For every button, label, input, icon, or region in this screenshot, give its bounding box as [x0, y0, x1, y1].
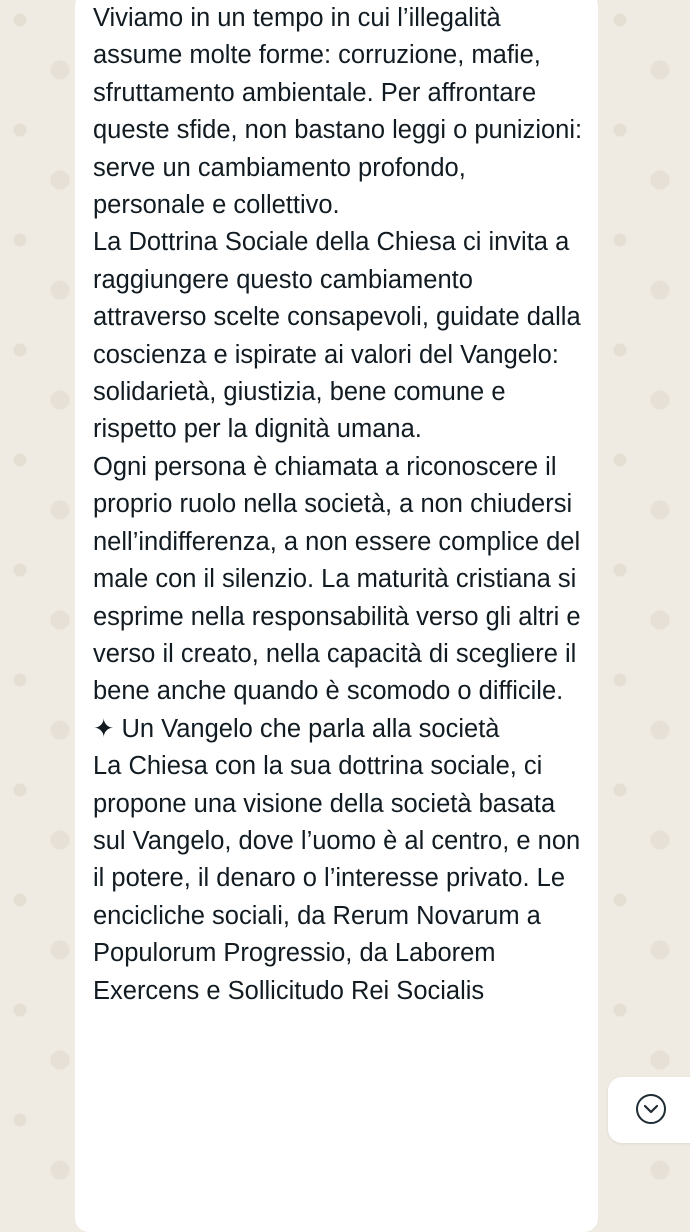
scroll-to-bottom-button[interactable] — [608, 1077, 690, 1143]
chevron-down-circle-icon — [636, 1094, 666, 1124]
message-bubble[interactable] — [75, 0, 598, 1232]
message-text: Viviamo in un tempo in cui l’illegalità assume molte forme: corruzione, mafie, sfruttamento ambientale. Per affrontare queste sfide, non bastano leggi o punizioni: serve un cambiamento profondo, personale e collettivo. La Dottrina Sociale della Chiesa ci invita a raggiungere questo cambiamento attraverso scelte consapevoli, guidate dalla coscienza e ispirate ai valori del Vangelo: solidarietà, giustizia, bene comune e rispetto per la dignità umana. Ogni persona è chiamata a riconoscere il proprio ruolo nella società, a non chiudersi nell’indifferenza, a non essere complice del male con il silenzio. La maturità cristiana si esprime nella responsabilità verso gli altri e verso il creato, nella capacità di scegliere il bene anche quando è scomodo o difficile. ✦ Un Vangelo che parla alla società La Chiesa con la sua dottrina sociale, ci propone una visione della società basata sul Vangelo, dove l’uomo è al centro, e non il potere, il denaro o l’interesse privato. Le encicliche sociali, da Rerum Novarum a Populorum Progressio, da Laborem Exercens e Sollicitudo Rei Socialis — [93, 4, 583, 1005]
